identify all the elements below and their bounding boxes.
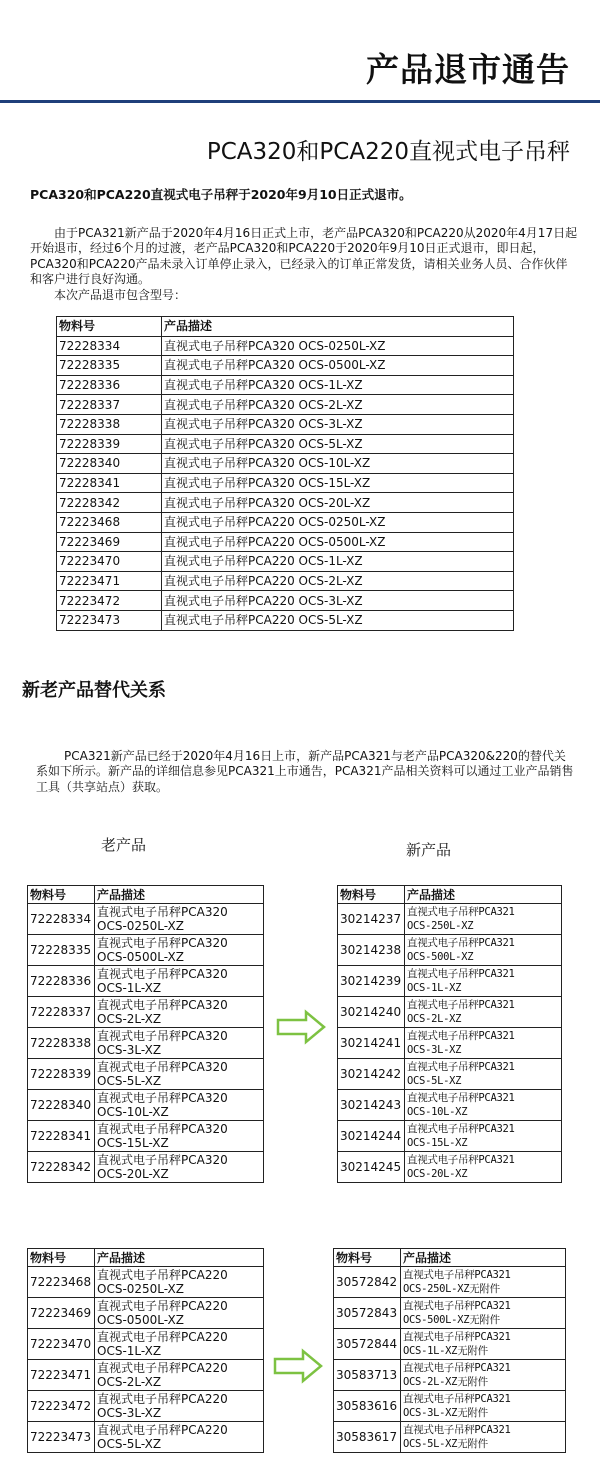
description-line-spec: OCS-3L-XZ <box>97 1406 162 1420</box>
material-number-cell: 72228336 <box>57 375 162 395</box>
product-description-cell <box>95 1360 264 1391</box>
description-line-model: 直视式电子吊秤PCA321 <box>403 1393 511 1405</box>
description-line-spec: OCS-20L-XZ <box>97 1167 169 1181</box>
table-row <box>338 904 562 935</box>
material-number-cell: 72223473 <box>57 610 162 630</box>
new-products-label: 新产品 <box>406 841 452 859</box>
product-description-cell <box>405 904 562 935</box>
product-description-cell: 直视式电子吊秤PCA320 OCS-10L-XZ <box>162 454 514 474</box>
column-header-description: 产品描述 <box>405 886 562 904</box>
table-row <box>338 966 562 997</box>
table-row <box>28 1360 264 1391</box>
table-row <box>28 904 264 935</box>
table-row <box>57 454 514 474</box>
description-line-spec: OCS-0250L-XZ <box>97 1282 184 1296</box>
column-header-material-no: 物料号 <box>334 1249 401 1267</box>
product-description-cell <box>401 1298 566 1329</box>
material-number-cell: 72228341 <box>57 473 162 493</box>
description-line-model: 直视式电子吊秤PCA321 <box>407 937 515 949</box>
new-products-table-pca321-a <box>337 885 562 1183</box>
description-line-model: 直视式电子吊秤PCA321 <box>403 1300 511 1312</box>
table-row <box>57 532 514 552</box>
description-line-spec: OCS-0250L-XZ <box>97 919 184 933</box>
product-description-cell <box>405 1121 562 1152</box>
material-number-cell: 72228338 <box>57 414 162 434</box>
description-line-model: 直视式电子吊秤PCA320 <box>97 967 228 981</box>
material-number-cell: 72228335 <box>57 356 162 376</box>
description-line-spec: OCS-3L-XZ <box>97 1043 162 1057</box>
description-line-spec: OCS-1L-XZ <box>97 1344 162 1358</box>
table-row <box>57 414 514 434</box>
material-number-cell: 72228337 <box>28 997 95 1028</box>
product-description-cell <box>95 904 264 935</box>
product-description-cell: 直视式电子吊秤PCA220 OCS-0500L-XZ <box>162 532 514 552</box>
table-row <box>338 997 562 1028</box>
material-number-cell: 30214245 <box>338 1152 405 1183</box>
table-row <box>28 1267 264 1298</box>
material-number-cell: 30583616 <box>334 1391 401 1422</box>
product-description-cell <box>95 966 264 997</box>
material-number-cell: 30214238 <box>338 935 405 966</box>
table-row <box>57 473 514 493</box>
replacement-heading: 新老产品替代关系 <box>22 680 166 701</box>
table-row <box>57 395 514 415</box>
product-description-cell <box>401 1267 566 1298</box>
material-number-cell: 30214239 <box>338 966 405 997</box>
new-products-table-pca321-b <box>333 1248 566 1453</box>
description-line-spec: OCS-0500L-XZ <box>97 1313 184 1327</box>
models-intro-line: 本次产品退市包含型号： <box>54 287 187 302</box>
column-header-description: 产品描述 <box>401 1249 566 1267</box>
material-number-cell: 30214237 <box>338 904 405 935</box>
product-description-cell: 直视式电子吊秤PCA220 OCS-5L-XZ <box>162 610 514 630</box>
material-number-cell: 72223469 <box>57 532 162 552</box>
description-line-model: 直视式电子吊秤PCA321 <box>407 906 515 918</box>
right-arrow-icon <box>273 1348 323 1384</box>
material-number-cell: 72228341 <box>28 1121 95 1152</box>
product-description-cell <box>401 1422 566 1453</box>
table-row <box>57 591 514 611</box>
table-header-row <box>338 886 562 904</box>
table-row <box>334 1360 566 1391</box>
material-number-cell: 30214241 <box>338 1028 405 1059</box>
product-description-cell: 直视式电子吊秤PCA320 OCS-2L-XZ <box>162 395 514 415</box>
description-line-spec: OCS-2L-XZ <box>97 1012 162 1026</box>
table-row <box>57 493 514 513</box>
material-number-cell: 72223471 <box>57 571 162 591</box>
material-number-cell: 30583713 <box>334 1360 401 1391</box>
description-line-spec: OCS-250L-XZ <box>407 920 474 932</box>
table-row <box>57 434 514 454</box>
description-line-model: 直视式电子吊秤PCA320 <box>97 1122 228 1136</box>
table-row <box>334 1298 566 1329</box>
intro-paragraph: 由于PCA321新产品于2020年4月16日正式上市，老产品PCA320和PCA220从2020年4月17日起开始退市，经过6个月的过渡，老产品PCA320和PCA220于2020年9月10日正式退市，即日起，PCA320和PCA220产品未录入订单停止录入，已经录入的订单正常发货，请相关业务人员、合作伙伴和客户进行良好沟通。 <box>30 226 578 287</box>
column-header-material-no: 物料号 <box>28 886 95 904</box>
table-row <box>338 1121 562 1152</box>
product-description-cell: 直视式电子吊秤PCA320 OCS-0500L-XZ <box>162 356 514 376</box>
material-number-cell: 72223468 <box>28 1267 95 1298</box>
description-line-model: 直视式电子吊秤PCA321 <box>407 1123 515 1135</box>
table-row <box>28 1028 264 1059</box>
product-description-cell <box>401 1391 566 1422</box>
description-line-spec: OCS-2L-XZ无附件 <box>403 1376 488 1388</box>
material-number-cell: 72223470 <box>57 552 162 572</box>
table-row <box>57 356 514 376</box>
description-line-model: 直视式电子吊秤PCA321 <box>407 999 515 1011</box>
description-line-spec: OCS-5L-XZ <box>97 1437 162 1451</box>
delisting-headline: PCA320和PCA220直视式电子吊秤于2020年9月10日正式退市。 <box>30 187 412 202</box>
table-row <box>338 1028 562 1059</box>
old-products-table-pca220 <box>27 1248 264 1453</box>
material-number-cell: 30572842 <box>334 1267 401 1298</box>
intro-section <box>30 226 578 303</box>
description-line-spec: OCS-15L-XZ <box>97 1136 169 1150</box>
column-header-description: 产品描述 <box>95 886 264 904</box>
product-description-cell <box>405 1028 562 1059</box>
description-line-model: 直视式电子吊秤PCA321 <box>403 1424 511 1436</box>
table-row <box>28 966 264 997</box>
product-description-cell <box>95 997 264 1028</box>
description-line-model: 直视式电子吊秤PCA321 <box>403 1362 511 1374</box>
description-line-model: 直视式电子吊秤PCA220 <box>97 1392 228 1406</box>
material-number-cell: 72228340 <box>57 454 162 474</box>
table-header-row <box>28 886 264 904</box>
table-row <box>28 1422 264 1453</box>
description-line-model: 直视式电子吊秤PCA220 <box>97 1330 228 1344</box>
description-line-spec: OCS-250L-XZ无附件 <box>403 1283 500 1295</box>
product-description-cell: 直视式电子吊秤PCA320 OCS-0250L-XZ <box>162 336 514 356</box>
replacement-paragraph: PCA321新产品已经于2020年4月16日上市，新产品PCA321与老产品PCA320&220的替代关系如下所示。新产品的详细信息参见PCA321上市通告，PCA321产品相关资料可以通过工业产品销售工具（共享站点）获取。 <box>36 749 574 794</box>
table-row <box>28 997 264 1028</box>
description-line-model: 直视式电子吊秤PCA321 <box>407 1030 515 1042</box>
description-line-spec: OCS-2L-XZ <box>407 1013 462 1025</box>
table-row <box>28 1121 264 1152</box>
product-description-cell <box>95 1422 264 1453</box>
description-line-spec: OCS-1L-XZ <box>97 981 162 995</box>
product-description-cell <box>401 1360 566 1391</box>
product-description-cell <box>95 1329 264 1360</box>
table-row <box>28 1329 264 1360</box>
product-description-cell: 直视式电子吊秤PCA220 OCS-2L-XZ <box>162 571 514 591</box>
description-line-model: 直视式电子吊秤PCA220 <box>97 1299 228 1313</box>
column-header-material-no: 物料号 <box>28 1249 95 1267</box>
description-line-model: 直视式电子吊秤PCA321 <box>407 1154 515 1166</box>
material-number-cell: 72228338 <box>28 1028 95 1059</box>
material-number-cell: 72228335 <box>28 935 95 966</box>
material-number-cell: 72223468 <box>57 512 162 532</box>
product-description-cell <box>95 1298 264 1329</box>
description-line-spec: OCS-10L-XZ <box>97 1105 169 1119</box>
product-description-cell: 直视式电子吊秤PCA320 OCS-20L-XZ <box>162 493 514 513</box>
material-number-cell: 72228342 <box>57 493 162 513</box>
description-line-spec: OCS-5L-XZ无附件 <box>403 1438 488 1450</box>
material-number-cell: 72228339 <box>28 1059 95 1090</box>
column-header-description: 产品描述 <box>162 317 514 337</box>
material-number-cell: 30572844 <box>334 1329 401 1360</box>
table-row <box>28 1298 264 1329</box>
product-description-cell <box>405 1059 562 1090</box>
material-number-cell: 72223471 <box>28 1360 95 1391</box>
table-row <box>338 935 562 966</box>
table-row <box>57 610 514 630</box>
table-row <box>28 1152 264 1183</box>
description-line-model: 直视式电子吊秤PCA320 <box>97 1091 228 1105</box>
product-description-cell <box>405 1152 562 1183</box>
table-row <box>57 571 514 591</box>
product-description-cell <box>95 1152 264 1183</box>
description-line-model: 直视式电子吊秤PCA220 <box>97 1423 228 1437</box>
product-description-cell: 直视式电子吊秤PCA320 OCS-5L-XZ <box>162 434 514 454</box>
description-line-model: 直视式电子吊秤PCA320 <box>97 998 228 1012</box>
product-description-cell <box>95 935 264 966</box>
delisted-models-table <box>56 316 514 631</box>
material-number-cell: 72228342 <box>28 1152 95 1183</box>
product-description-cell <box>401 1329 566 1360</box>
material-number-cell: 72223472 <box>28 1391 95 1422</box>
product-description-cell <box>95 1391 264 1422</box>
description-line-spec: OCS-500L-XZ <box>407 951 474 963</box>
material-number-cell: 72223469 <box>28 1298 95 1329</box>
description-line-spec: OCS-5L-XZ <box>97 1074 162 1088</box>
table-row <box>57 552 514 572</box>
table-row <box>57 512 514 532</box>
product-description-cell <box>95 1059 264 1090</box>
description-line-spec: OCS-1L-XZ <box>407 982 462 994</box>
table-row <box>57 375 514 395</box>
product-description-cell <box>405 935 562 966</box>
table-row <box>28 1391 264 1422</box>
description-line-spec: OCS-20L-XZ <box>407 1168 468 1180</box>
table-row <box>338 1152 562 1183</box>
table-header-row <box>334 1249 566 1267</box>
description-line-spec: OCS-10L-XZ <box>407 1106 468 1118</box>
material-number-cell: 30214240 <box>338 997 405 1028</box>
product-description-cell <box>95 1121 264 1152</box>
description-line-model: 直视式电子吊秤PCA321 <box>403 1331 511 1343</box>
right-arrow-icon <box>276 1009 326 1045</box>
material-number-cell: 30214244 <box>338 1121 405 1152</box>
table-row <box>334 1422 566 1453</box>
material-number-cell: 30583617 <box>334 1422 401 1453</box>
column-header-material-no: 物料号 <box>338 886 405 904</box>
title-divider <box>0 100 600 103</box>
description-line-spec: OCS-5L-XZ <box>407 1075 462 1087</box>
description-line-spec: OCS-2L-XZ <box>97 1375 162 1389</box>
page-title: 产品退市通告 <box>366 50 570 89</box>
table-row <box>338 1059 562 1090</box>
material-number-cell: 72228337 <box>57 395 162 415</box>
product-description-cell <box>95 1090 264 1121</box>
product-description-cell: 直视式电子吊秤PCA320 OCS-15L-XZ <box>162 473 514 493</box>
table-row <box>57 336 514 356</box>
product-description-cell <box>95 1267 264 1298</box>
description-line-model: 直视式电子吊秤PCA220 <box>97 1268 228 1282</box>
description-line-spec: OCS-1L-XZ无附件 <box>403 1345 488 1357</box>
table-row <box>338 1090 562 1121</box>
material-number-cell: 72228340 <box>28 1090 95 1121</box>
table-row <box>28 1090 264 1121</box>
material-number-cell: 72223472 <box>57 591 162 611</box>
product-description-cell <box>405 997 562 1028</box>
product-description-cell: 直视式电子吊秤PCA320 OCS-3L-XZ <box>162 414 514 434</box>
column-header-material-no: 物料号 <box>57 317 162 337</box>
description-line-model: 直视式电子吊秤PCA321 <box>407 1061 515 1073</box>
table-row <box>334 1391 566 1422</box>
table-header-row <box>57 317 514 337</box>
material-number-cell: 30572843 <box>334 1298 401 1329</box>
material-number-cell: 72223473 <box>28 1422 95 1453</box>
description-line-spec: OCS-3L-XZ <box>407 1044 462 1056</box>
product-description-cell <box>95 1028 264 1059</box>
material-number-cell: 72228339 <box>57 434 162 454</box>
description-line-spec: OCS-500L-XZ无附件 <box>403 1314 500 1326</box>
material-number-cell: 30214242 <box>338 1059 405 1090</box>
table-row <box>28 935 264 966</box>
product-description-cell <box>405 966 562 997</box>
description-line-model: 直视式电子吊秤PCA321 <box>407 1092 515 1104</box>
product-description-cell: 直视式电子吊秤PCA220 OCS-0250L-XZ <box>162 512 514 532</box>
table-row <box>334 1329 566 1360</box>
old-products-label: 老产品 <box>101 836 147 854</box>
description-line-spec: OCS-15L-XZ <box>407 1137 468 1149</box>
description-line-model: 直视式电子吊秤PCA320 <box>97 1153 228 1167</box>
description-line-spec: OCS-0500L-XZ <box>97 950 184 964</box>
product-description-cell <box>405 1090 562 1121</box>
table-row <box>28 1059 264 1090</box>
material-number-cell: 72228334 <box>57 336 162 356</box>
product-description-cell: 直视式电子吊秤PCA220 OCS-3L-XZ <box>162 591 514 611</box>
description-line-model: 直视式电子吊秤PCA320 <box>97 1060 228 1074</box>
product-description-cell: 直视式电子吊秤PCA320 OCS-1L-XZ <box>162 375 514 395</box>
product-title: PCA320和PCA220直视式电子吊秤 <box>206 139 570 165</box>
column-header-description: 产品描述 <box>95 1249 264 1267</box>
material-number-cell: 72223470 <box>28 1329 95 1360</box>
table-header-row <box>28 1249 264 1267</box>
product-description-cell: 直视式电子吊秤PCA220 OCS-1L-XZ <box>162 552 514 572</box>
old-products-table-pca320 <box>27 885 264 1183</box>
description-line-model: 直视式电子吊秤PCA320 <box>97 1029 228 1043</box>
table-row <box>334 1267 566 1298</box>
description-line-model: 直视式电子吊秤PCA321 <box>407 968 515 980</box>
description-line-model: 直视式电子吊秤PCA320 <box>97 936 228 950</box>
description-line-spec: OCS-3L-XZ无附件 <box>403 1407 488 1419</box>
material-number-cell: 72228336 <box>28 966 95 997</box>
description-line-model: 直视式电子吊秤PCA321 <box>403 1269 511 1281</box>
description-line-model: 直视式电子吊秤PCA220 <box>97 1361 228 1375</box>
description-line-model: 直视式电子吊秤PCA320 <box>97 905 228 919</box>
material-number-cell: 30214243 <box>338 1090 405 1121</box>
material-number-cell: 72228334 <box>28 904 95 935</box>
